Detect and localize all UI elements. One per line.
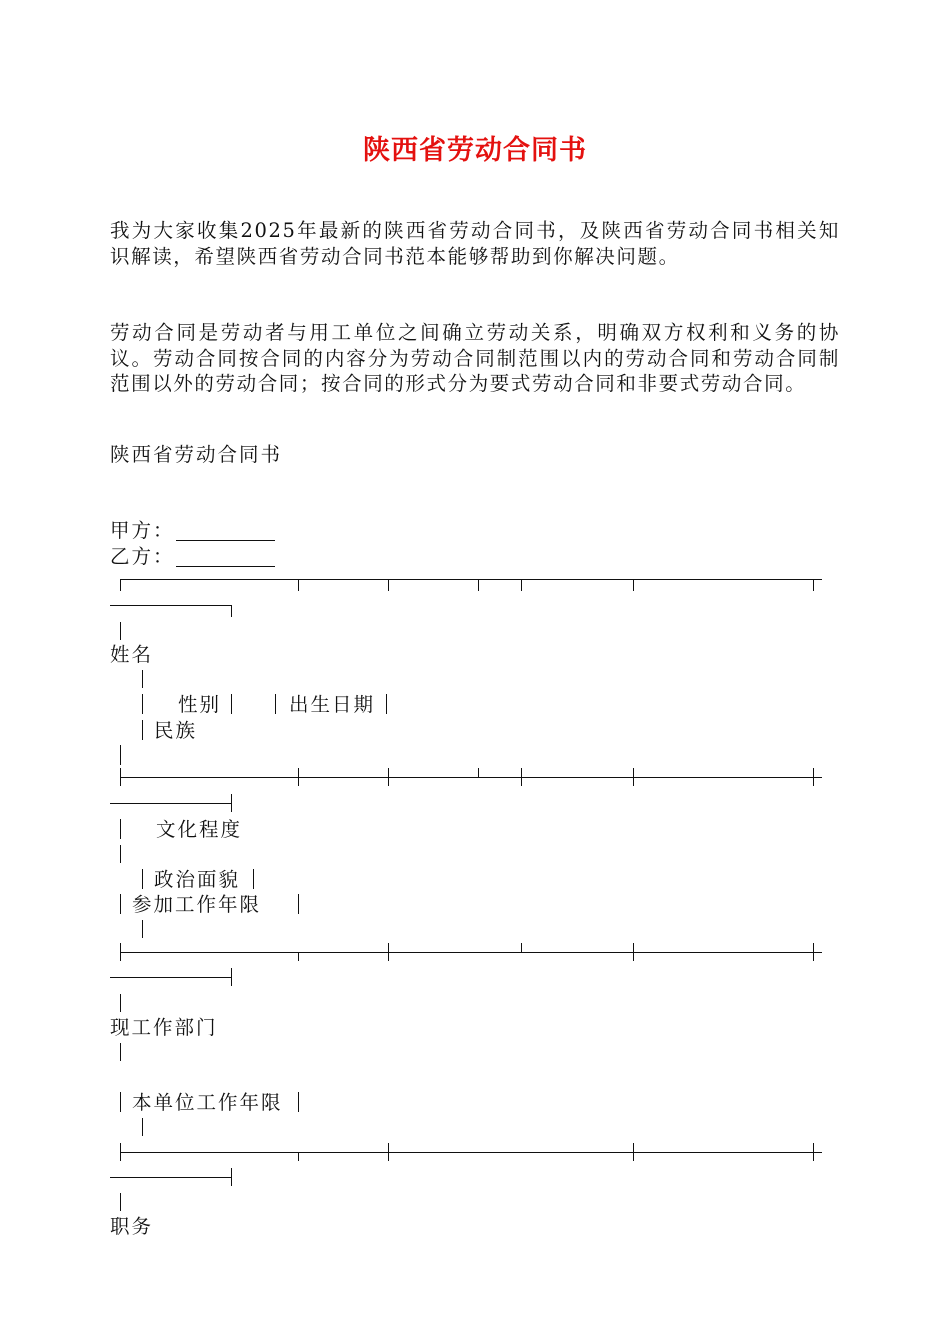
label-unit-years: 本单位工作年限: [132, 1091, 283, 1114]
table-border-left: [120, 579, 121, 591]
intro-paragraph: 我为大家收集2025年最新的陕西省劳动合同书，及陕西省劳动合同书相关知识解读，希望陕西省劳动合同书范本能够帮助到你解决问题。: [110, 219, 840, 268]
party-a-blank: [176, 540, 275, 541]
label-ethnicity: 民族: [154, 719, 198, 742]
definition-paragraph: 劳动合同是劳动者与用工单位之间确立劳动关系，明确双方权利和义务的协议。劳动合同按合同的内容分为劳动合同制范围以内的劳动合同和劳动合同制范围以外的劳动合同；按合同的形式分为要式劳动合同和非要式劳动合同。: [110, 321, 840, 395]
label-name: 姓名: [110, 643, 154, 666]
label-position: 职务: [110, 1215, 154, 1238]
label-birth-date: 出生日期: [289, 693, 376, 716]
label-political-status: 政治面貌: [154, 868, 241, 891]
table-border-top: [120, 579, 822, 580]
subtitle: 陕西省劳动合同书: [110, 443, 283, 466]
label-education: 文化程度: [156, 818, 243, 841]
table-row-divider: [120, 1152, 822, 1153]
label-current-dept: 现工作部门: [110, 1016, 218, 1039]
label-work-years: 参加工作年限: [132, 893, 262, 916]
label-gender: 性别: [178, 693, 222, 716]
document-title: 陕西省劳动合同书: [363, 135, 587, 166]
table-border-right: [813, 579, 814, 591]
table-row-divider: [120, 952, 822, 953]
party-b-blank: [176, 566, 275, 567]
party-b-label: 乙方：: [110, 545, 175, 568]
table-row-divider: [120, 777, 822, 778]
party-a-label: 甲方：: [110, 519, 175, 542]
